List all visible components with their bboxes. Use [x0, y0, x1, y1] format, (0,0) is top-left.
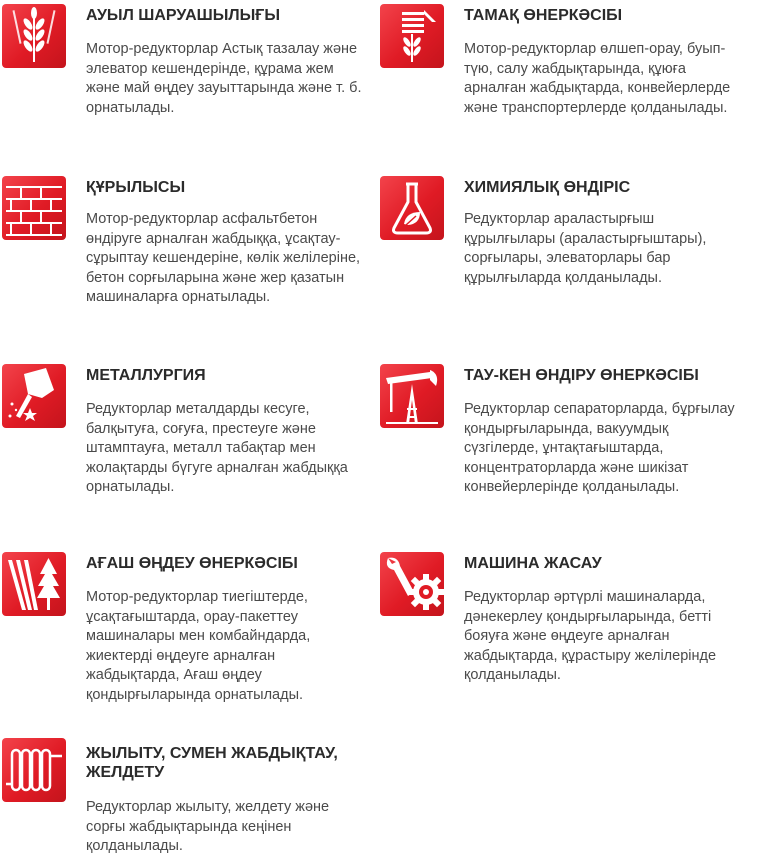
- industry-description: Мотор-редукторлар тиегіштерде, ұсақтағыштарда, орау-пакеттеу машиналары мен комбайндарда, жиектерді өңдеуге арналған жабдықтарда, Ағаш өңдеу қондырғыларында орнатылады.: [86, 589, 311, 703]
- industry-title: ТАУ-КЕН ӨНДІРУ ӨНЕРКӘСІБІ: [464, 367, 699, 384]
- wheat-icon: [2, 4, 66, 68]
- industry-title: ҚҰРЫЛЫСЫ: [86, 179, 186, 196]
- brick-wall-icon: [2, 176, 66, 240]
- industry-description: Редукторлар сепараторларда, бұрғылау қондырғыларында, вакуумдық сүзгілерде, ұнтақтағыштарда, концентраторларда және шикізат конвейерлерінде қолданылады.: [464, 401, 735, 495]
- industry-description: Мотор-редукторлар Астық тазалау және элеватор кешендерінде, құрама жем және май өңдеу зауыттарында және т. б. орнатылады.: [86, 41, 362, 116]
- industry-description: Редукторлар араластырғыш құрылғылары (араластырғыштары), сорғылары, элеваторлары бар құрылғыларда қолданылады.: [464, 211, 707, 286]
- wrench-gear-icon: [380, 552, 444, 616]
- radiator-icon: [2, 738, 66, 802]
- industry-title: АҒАШ ӨҢДЕУ ӨНЕРКӘСІБІ: [86, 555, 298, 572]
- industry-description: Редукторлар металдарды кесуге, балқытуға, соғуға, престеуге және штамптауға, металл табақтар мен жолақтарды бүгуге арналған жабдыққа орнатылады.: [86, 401, 348, 495]
- industry-title: АУЫЛ ШАРУАШЫЛЫҒЫ: [86, 7, 280, 24]
- industry-title: МАШИНА ЖАСАУ: [464, 555, 602, 572]
- industry-title: ХИМИЯЛЫҚ ӨНДІРІС: [464, 179, 631, 196]
- grain-field-icon: [380, 4, 444, 68]
- wood-planks-tree-icon: [2, 552, 66, 616]
- ladle-sparks-icon: [2, 364, 66, 428]
- industry-title: МЕТАЛЛУРГИЯ: [86, 367, 206, 384]
- industry-description: Редукторлар жылыту, желдету және сорғы жабдықтарында кеңінен қолданылады.: [86, 799, 330, 854]
- oil-pump-icon: [380, 364, 444, 428]
- industry-description: Мотор-редукторлар асфальтбетон өндіруге арналған жабдыққа, ұсақтау-сұрыптау кешендеріне, көлік желілеріне, бетон сорғыларына және жер қазатын машиналарға орнатылады.: [86, 211, 361, 305]
- industry-title: ТАМАҚ ӨНЕРКӘСІБІ: [464, 7, 623, 24]
- flask-leaf-icon: [380, 176, 444, 240]
- industry-description: Редукторлар әртүрлі машиналарда, дәнекерлеу қондырғыларында, бетті бояуға және өңдеуге арналған жабдықтарда, құрастыру желілерінде қолданылады.: [464, 589, 717, 683]
- industry-description: Мотор-редукторлар өлшеп-орау, буып-түю, салу жабдықтарында, құюға арналған жабдықтарда, конвейерлерде және транспортерлерде қолданылады.: [464, 41, 731, 116]
- industry-title: ЖЫЛЫТУ, СУМЕН ЖАБДЫҚТАУ, ЖЕЛДЕТУ: [86, 745, 338, 781]
